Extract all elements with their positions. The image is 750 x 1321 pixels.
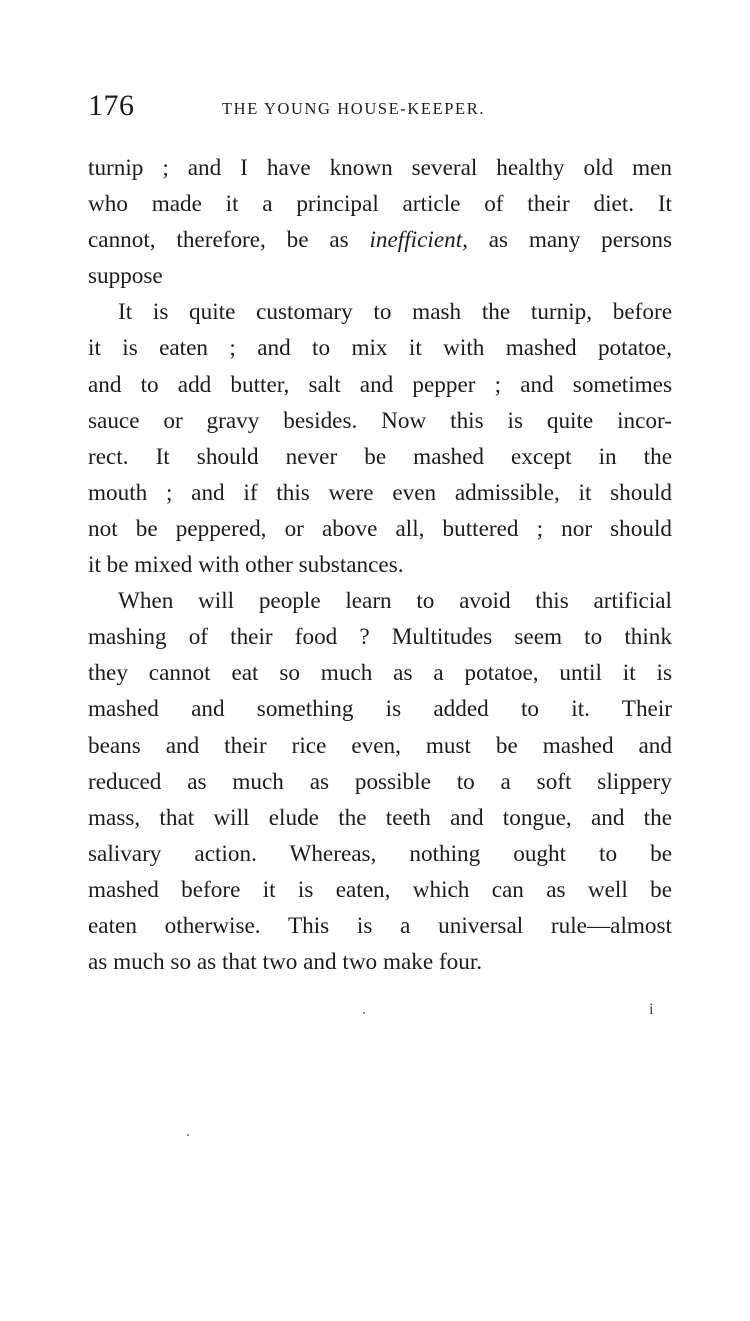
text-line: beans and their rice even, must be mashed and — [88, 732, 672, 759]
text-line: eaten otherwise. This is a universal rule—almost — [88, 912, 672, 939]
text-line: mashing of their food ? Multitudes seem to think — [88, 624, 672, 651]
text-line: it be mixed with other substances. — [88, 552, 404, 579]
paragraph-2 — [88, 294, 672, 583]
text-line — [88, 222, 672, 258]
text-line: mashed and something is added to it. Their — [88, 696, 672, 723]
text-line: not be peppered, or above all, buttered ; nor should — [88, 515, 672, 542]
paragraph-3 — [88, 583, 672, 980]
text-line: sauce or gravy besides. Now this is quite incor- — [88, 407, 672, 434]
text-line: who made it a principal article of their diet. It — [88, 191, 672, 218]
text-line: It is quite customary to mash the turnip, before — [118, 299, 672, 326]
text-run: as many persons — [467, 227, 672, 254]
text-line: they cannot eat so much as a potatoe, until it is — [88, 660, 672, 687]
text-line: as much so as that two and two make four. — [88, 949, 483, 976]
paragraph-1 — [88, 150, 672, 294]
page-number: 176 — [88, 89, 135, 122]
ink-speck — [363, 1012, 365, 1014]
ink-speck — [187, 1134, 189, 1136]
text-line: rect. It should never be mashed except in the — [88, 443, 672, 470]
text-line: turnip ; and I have known several healthy old men — [88, 155, 672, 181]
text-line: mouth ; and if this were even admissible, it should — [88, 479, 672, 506]
text-line: it is eaten ; and to mix it with mashed potatoe, — [88, 335, 672, 362]
text-line: suppose — [88, 263, 163, 290]
running-title: THE YOUNG HOUSE-KEEPER. — [222, 99, 486, 118]
body-text — [88, 150, 672, 980]
emphasized-word: inefficient, — [369, 227, 468, 254]
stray-mark: i — [649, 1001, 654, 1018]
text-line: and to add butter, salt and pepper ; and sometimes — [88, 371, 672, 398]
text-line: reduced as much as possible to a soft slippery — [88, 768, 672, 795]
text-line: salivary action. Whereas, nothing ought to be — [88, 840, 672, 867]
text-line: mass, that will elude the teeth and tongue, and the — [88, 804, 672, 831]
text-run: cannot, therefore, be as — [88, 227, 370, 254]
running-head — [88, 88, 672, 128]
text-line: mashed before it is eaten, which can as well be — [88, 876, 672, 903]
text-line: When will people learn to avoid this artificial — [118, 588, 672, 615]
